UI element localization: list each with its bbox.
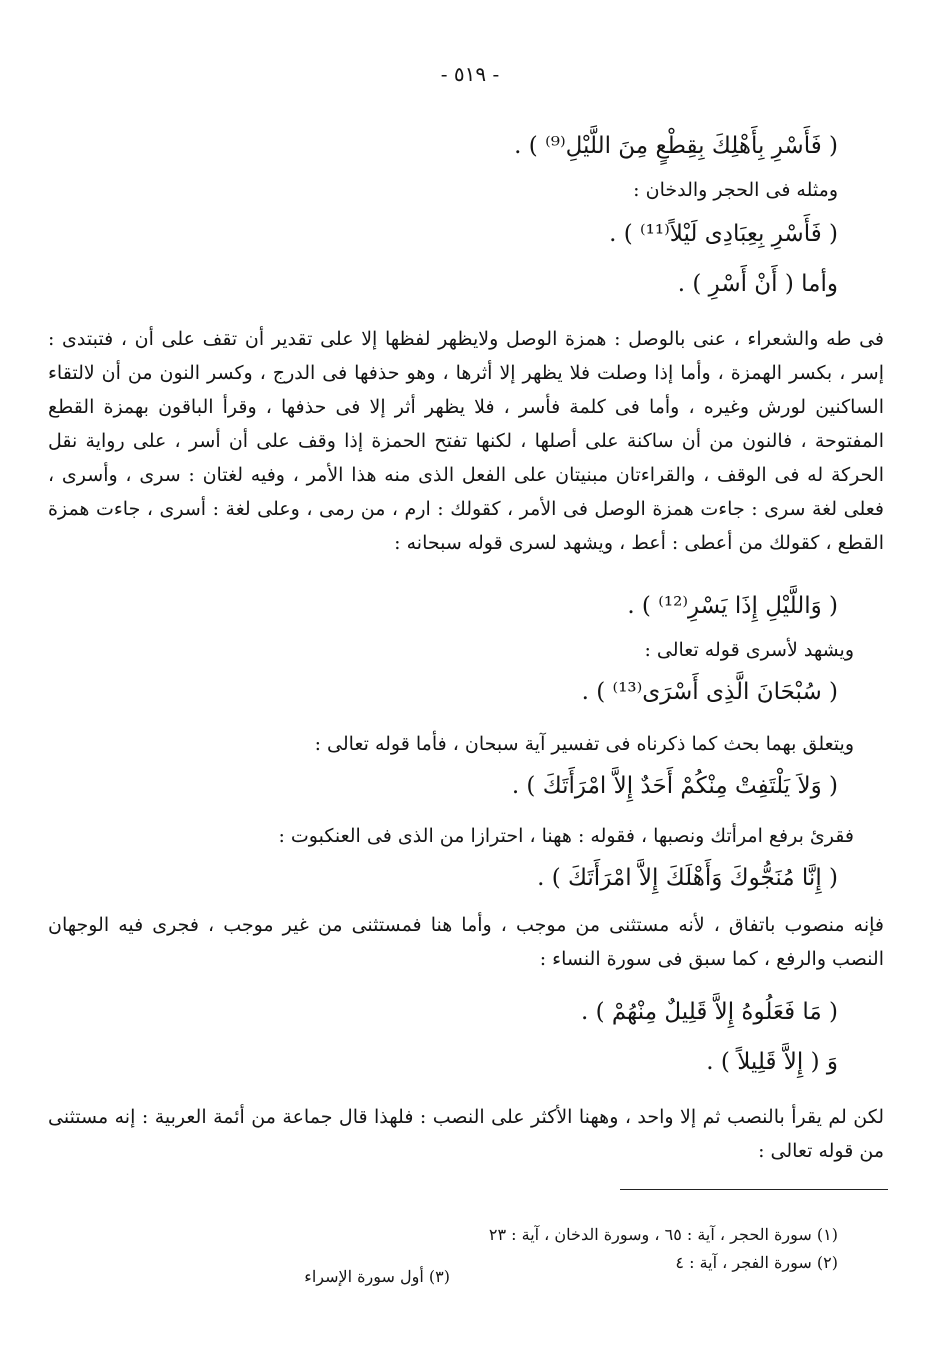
- page-number: - ٥١٩ -: [440, 62, 500, 86]
- quran-verse-7: ( إِنَّا مُنَجُّوكَ وَأَهْلَكَ إِلاَّ امْرَأَتَكَ ) .: [537, 865, 838, 891]
- paragraph-1: فى طه والشعراء ، عنى بالوصل : همزة الوصل ولايظهر لفظها إلا على تقدير أن تقف على أن ، فتبتدى : إسر ، بكسر الهمزة ، وأما إذا وصلت فلا يظهر إلا أثرها ، وهو حذفها فى الدرج ، وكسر النون من أن لالتقاء الساكنين لورش وغيره ، وأما فى كلمة فأسر ، فلا يظهر أثر إلا فى حذفها ، وقرأ الباقون بهمزة القطع المفتوحة ، فالنون من أن ساكنة على أصلها ، لكنها تفتح الحمزة إذا وقف على أن أسر ، على رواية نقل الحركة له فى الوقف ، والقراءتان مبنيتان على الفعل الذى منه هذا الأمر ، وفيه لغتان : سرى ، وأسرى ، فعلى لغة سرى : جاءت همزة الوصل فى الأمر ، كقولك : ارم ، من رمى ، وعلى لغة : أسرى ، جاءت همزة القطع ، كقولك من أعطى : أعط ، ويشهد لسرى قوله سبحانه :: [48, 328, 884, 554]
- text-line-2: ومثله فى الحجر والدخان :: [633, 179, 838, 201]
- quran-verse-8: ( مَا فَعَلُوهُ إِلاَّ قَلِيلٌ مِنْهُمْ ) .: [580, 999, 838, 1025]
- footnote-1: (١) سورة الحجر ، آية : ٦٥ ، وسورة الدخان ، آية : ٢٣: [488, 1225, 838, 1244]
- paragraph-3: لكن لم يقرأ بالنصب ثم إلا واحد ، وههنا الأكثر على النصب : فلهذا قال جماعة من أئمة العربية : إنه مستثنى من قوله تعالى :: [48, 1106, 884, 1162]
- footnote-divider: [620, 1189, 888, 1190]
- quran-verse-6: ( وَلاَ يَلْتَفِتْ مِنْكُمْ أَحَدٌ إِلاَّ امْرَأَتَكَ ) .: [511, 773, 838, 799]
- quran-verse-5: ( سُبْحَانَ الَّذِى أَسْرَى⁽¹³⁾ ) .: [581, 679, 838, 705]
- quran-verse-1: ( فَأَسْرِ بِأَهْلِكَ بِقِطْعٍ مِنَ اللَّيْلِ⁽⁹⁾ ) .: [514, 133, 838, 159]
- paragraph-2: فإنه منصوب باتفاق ، لأنه مستثنى من موجب ، وأما هنا فمستثنى من غير موجب ، فجرى فيه الوجهان النصب والرفع ، كما سبق فى سورة النساء :: [48, 914, 884, 970]
- quran-verse-9: وَ ( إِلاَّ قَلِيلاً ) .: [706, 1049, 838, 1075]
- footnote-2: (٢) سورة الفجر ، آية : ٤: [675, 1253, 838, 1272]
- text-line-6: ويشهد لأسرى قوله تعالى :: [644, 639, 854, 661]
- text-line-8: ويتعلق بهما بحث كما ذكرناه فى تفسير آية سبحان ، فأما قوله تعالى :: [314, 733, 854, 755]
- footnote-3: (٣) أول سورة الإسراء: [304, 1267, 450, 1286]
- quran-verse-2: ( فَأَسْرِ بِعِبَادِى لَيْلاً⁽¹¹⁾ ) .: [609, 221, 838, 247]
- text-line-10: فقرئ برفع امرأتك ونصبها ، فقوله : ههنا ، احترازا من الذى فى العنكبوت :: [278, 825, 854, 847]
- quran-verse-3: وأما ( أَنْ أَسْرِ ) .: [677, 271, 838, 297]
- quran-verse-4: ( وَاللَّيْلِ إِذَا يَسْرِ⁽¹²⁾ ) .: [627, 593, 838, 619]
